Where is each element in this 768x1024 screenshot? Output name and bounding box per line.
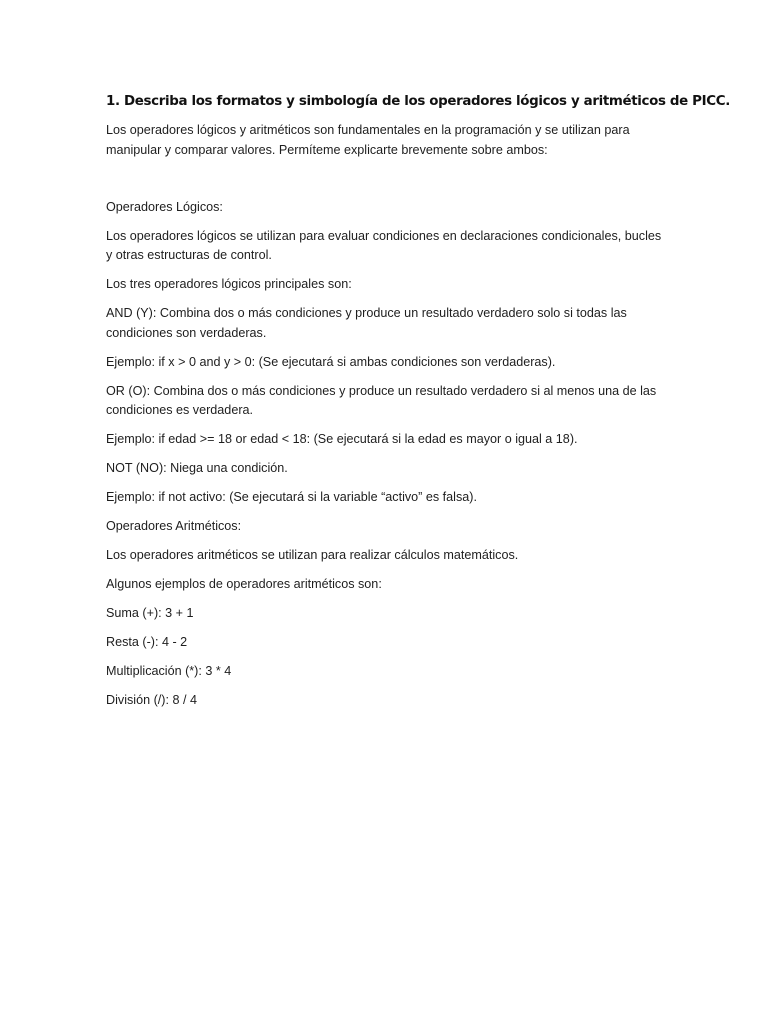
- document-body: [106, 92, 730, 720]
- and-description: AND (Y): Combina dos o más condiciones y produce un resultado verdadero solo si todas las condiciones son verdaderas.: [106, 306, 627, 340]
- not-description: NOT (NO): Niega una condición.: [106, 461, 288, 475]
- paragraph-spacer: [106, 170, 666, 198]
- division-example: División (/): 8 / 4: [106, 693, 197, 707]
- logical-intro: Los tres operadores lógicos principales son:: [106, 277, 352, 291]
- multiplication-example: Multiplicación (*): 3 * 4: [106, 664, 232, 678]
- and-example: Ejemplo: if x > 0 and y > 0: (Se ejecutará si ambas condiciones son verdaderas).: [106, 354, 556, 369]
- arithmetic-description: Los operadores aritméticos se utilizan para realizar cálculos matemáticos.: [106, 548, 519, 562]
- or-description: OR (O): Combina dos o más condiciones y produce un resultado verdadero si al menos una de las condiciones es verdadera.: [106, 383, 657, 417]
- or-example: Ejemplo: if edad >= 18 or edad < 18: (Se ejecutará si la edad es mayor o igual a 18).: [106, 432, 578, 446]
- sum-example: Suma (+): 3 + 1: [106, 606, 194, 620]
- arithmetic-intro: Algunos ejemplos de operadores aritméticos son:: [106, 577, 382, 591]
- subtraction-example: Resta (-): 4 - 2: [106, 635, 188, 649]
- not-example: Ejemplo: if not activo: (Se ejecutará si la variable “activo” es falsa).: [106, 490, 477, 504]
- logical-section-title: Operadores Lógicos:: [106, 199, 223, 214]
- intro-paragraph: Los operadores lógicos y aritméticos son fundamentales en la programación y se utilizan para manipular y comparar valores. Permíteme explicarte brevemente sobre ambos:: [106, 123, 630, 157]
- document-heading: 1. Describa los formatos y simbología de los operadores lógicos y aritméticos de PICC.: [106, 94, 730, 109]
- arithmetic-section-title: Operadores Aritméticos:: [106, 519, 242, 533]
- logical-description: Los operadores lógicos se utilizan para evaluar condiciones en declaraciones condicionales, bucles y otras estructuras de control.: [106, 228, 662, 262]
